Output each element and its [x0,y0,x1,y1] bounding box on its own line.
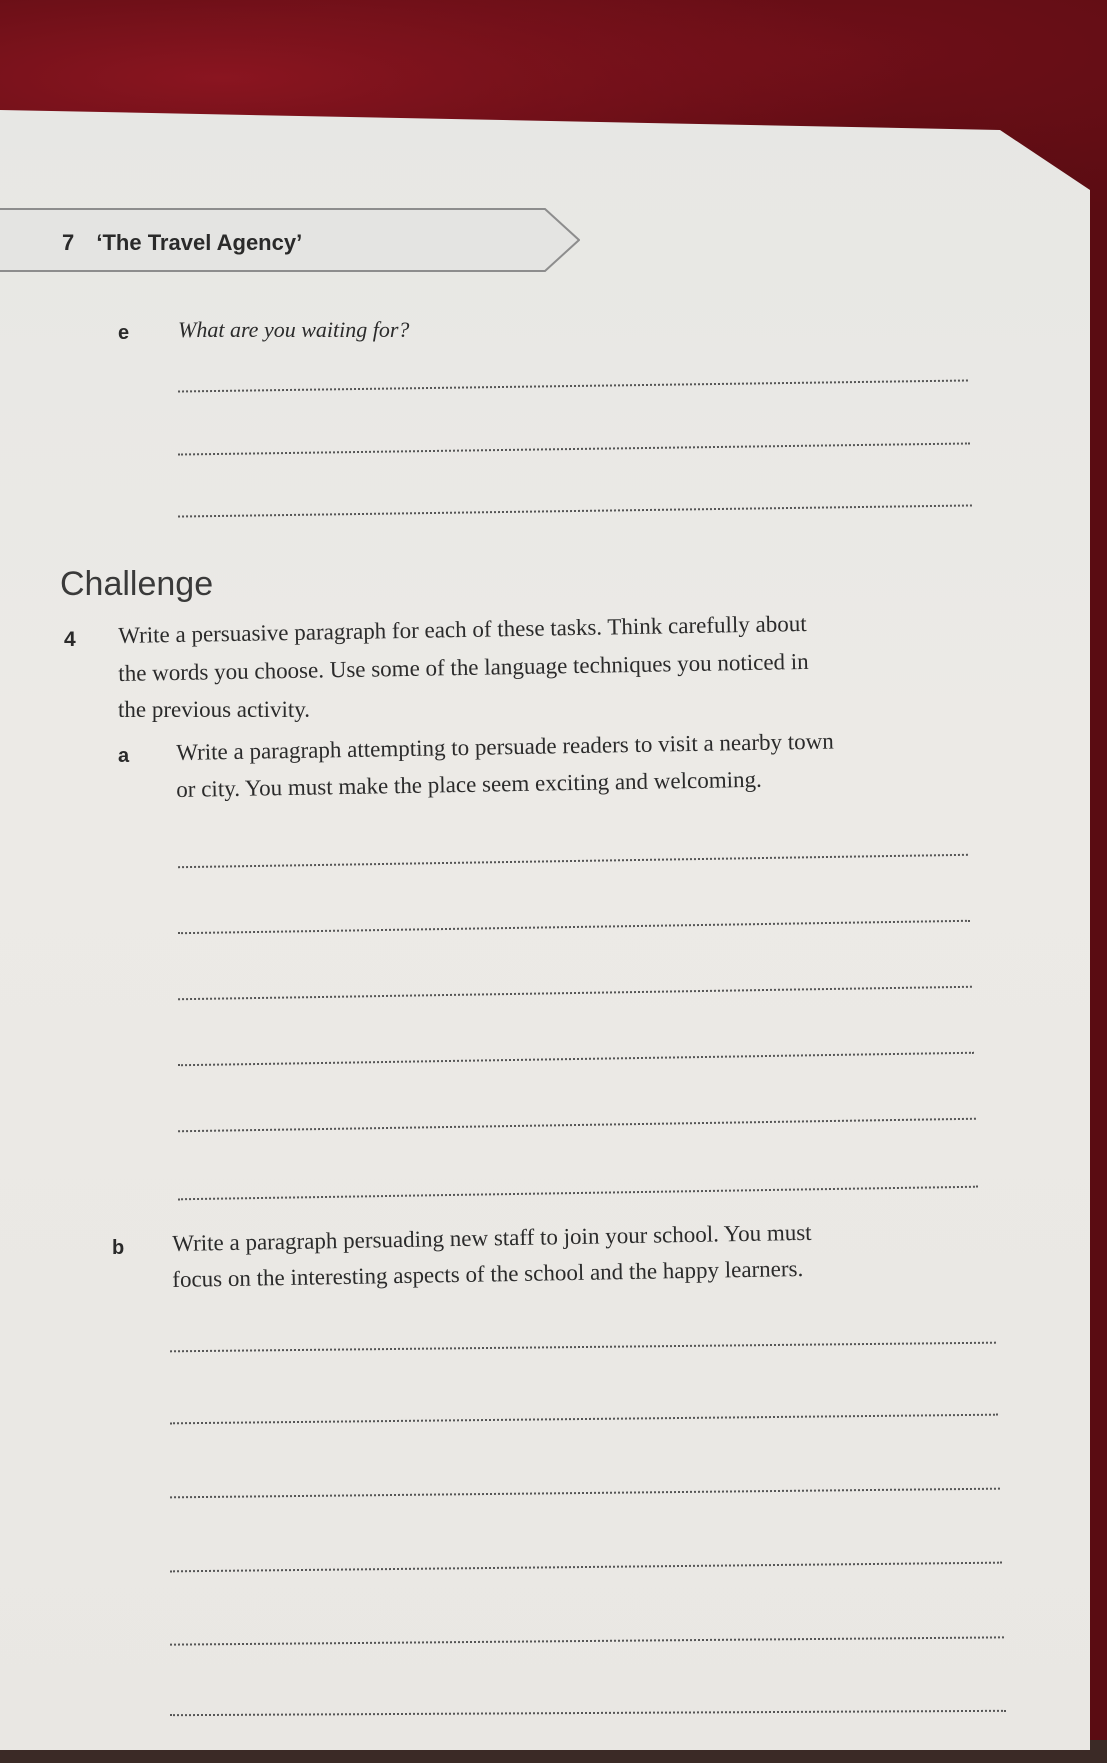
part-a-line-2: or city. You must make the place seem exciting and welcoming. [176,766,762,802]
section-number: 7 [62,230,75,255]
task-4-number: 4 [64,628,76,651]
section-title: ‘The Travel Agency’ [96,230,303,255]
section-header [62,230,302,256]
part-b-label: b [112,1237,125,1259]
task-4-line-1: Write a persuasive paragraph for each of these tasks. Think carefully about [118,610,807,648]
challenge-heading: Challenge [60,565,214,603]
part-a-line-1: Write a paragraph attempting to persuade readers to visit a nearby town [176,728,834,765]
part-a-label: a [118,745,130,767]
task-4-line-3: the previous activity. [118,697,311,722]
part-b-line-1: Write a paragraph persuading new staff to join your school. You must [172,1219,812,1256]
worksheet-page [0,110,1090,1750]
question-e-label: e [118,322,130,344]
question-e-text: What are you waiting for? [178,317,410,342]
part-b-line-2: focus on the interesting aspects of the school and the happy learners. [172,1255,804,1292]
task-4-line-2: the words you choose. Use some of the language techniques you noticed in [118,648,809,686]
